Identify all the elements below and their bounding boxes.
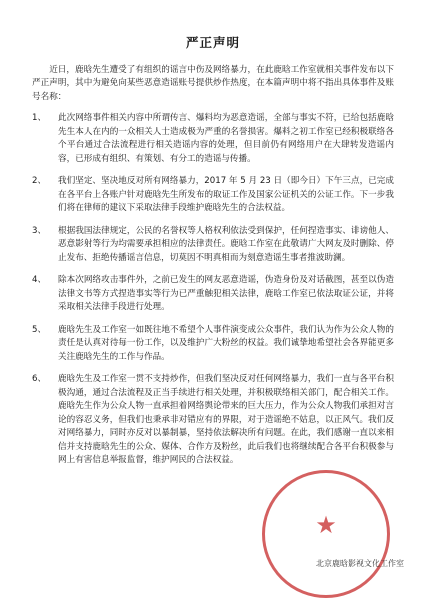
item-number: 2、 [32,176,47,186]
statement-intro: 近日，鹿晗先生遭受了有组织的谣言中伤及网络暴力，在此鹿晗工作室就相关事件发布以下严正声明，其中为避免向某些恶意造谣账号提供炒作热度，在本篇声明中将不指出具体事件及账号名称： [32,64,394,102]
item-text: 根据我国法律规定，公民的名誉权等人格权利依法受到保护，任何捏造事实、诽谤他人、恶意影射等行为均需要承担相应的法律责任。鹿晗工作室在此敬请广大网友及时删除、停止发布、拒绝传播谣言信息，切莫因不明真相而为刻意造谣生事者推波助澜。 [58,225,394,263]
item-text: 此次网络事件相关内容中所谓传言、爆料均为恶意造谣，全部与事实不符，已给包括鹿晗先生本人在内的一众相关人士造成极为严重的名誉损害。爆料之初工作室已经积极联络各个平台通过合法流程进行相关造谣内容的处理，但目前仍有网络用户在大肆转发造谣内容，已形成有组织、有策划、有分工的造谣与传播。 [58,113,394,164]
item-text: 鹿晗先生及工作室一贯不支持炒作，但我们坚决反对任何网络暴力，我们一直与各平台积极沟通，通过合法流程及正当手续进行相关处理，并积极联络相关部门，配合相关工作。鹿晗先生作为公众人物一直承担着网络舆论带来的巨大压力，作为公众人物我们承担对言论的容忍义务，但我们也秉承非对错应有的界限，对于造谣绝不姑息，以正风气。我们反对网络暴力，同时亦反对以暴制暴，坚持依法解决所有问题。在此，我们感谢一直以来相信并支持鹿晗先生的公众、媒体、合作方及粉丝，此后我们也将继续配合各平台积极参与网上有害信息举报监督，维护网民的合法权益。 [58,374,394,465]
statement-item-5 [32,324,394,365]
item-text: 我们坚定、坚决地反对所有网络暴力，2017 年 5 月 23 日（即今日）下午三点，已完成在各平台上各账户针对鹿晗先生所发布的取证工作及国家公证机关的公证工作。下一步我们将在律师的建议下采取法律手段维护鹿晗先生的合法权益。 [58,176,394,213]
statement-item-6 [32,373,394,468]
statement-item-4 [32,274,394,315]
statement-item-3 [32,225,394,266]
statement-item-2 [32,175,394,216]
statement-item-1 [32,112,394,166]
item-number: 5、 [32,324,47,335]
item-number: 3、 [32,225,47,236]
item-text: 鹿晗先生及工作室一如既往地不希望个人事件演变成公众事件，我们认为作为公众人物的责任是认真对待每一份工作，以及维护广大粉丝的权益。我们诚挚地希望社会各界能更多关注鹿晗先生的工作与作品。 [58,324,394,362]
item-text: 除本次网络攻击事件外，之前已发生的网友恶意造谣，伪造身份及对话截图，甚至以伪造法律文书等方式捏造事实等行为已严重触犯相关法律，鹿晗工作室已依法取证公证，并将采取相关法律手段进行处理。 [58,275,394,312]
statement-title: 严正声明 [185,35,240,50]
item-number: 1、 [32,113,47,123]
item-number: 6、 [32,374,47,384]
seal-star-icon: ★ [315,511,337,539]
statement-signature: 北京鹿晗影视文化工作室 [316,559,404,568]
red-seal-stamp [262,470,390,598]
item-number: 4、 [32,275,47,285]
